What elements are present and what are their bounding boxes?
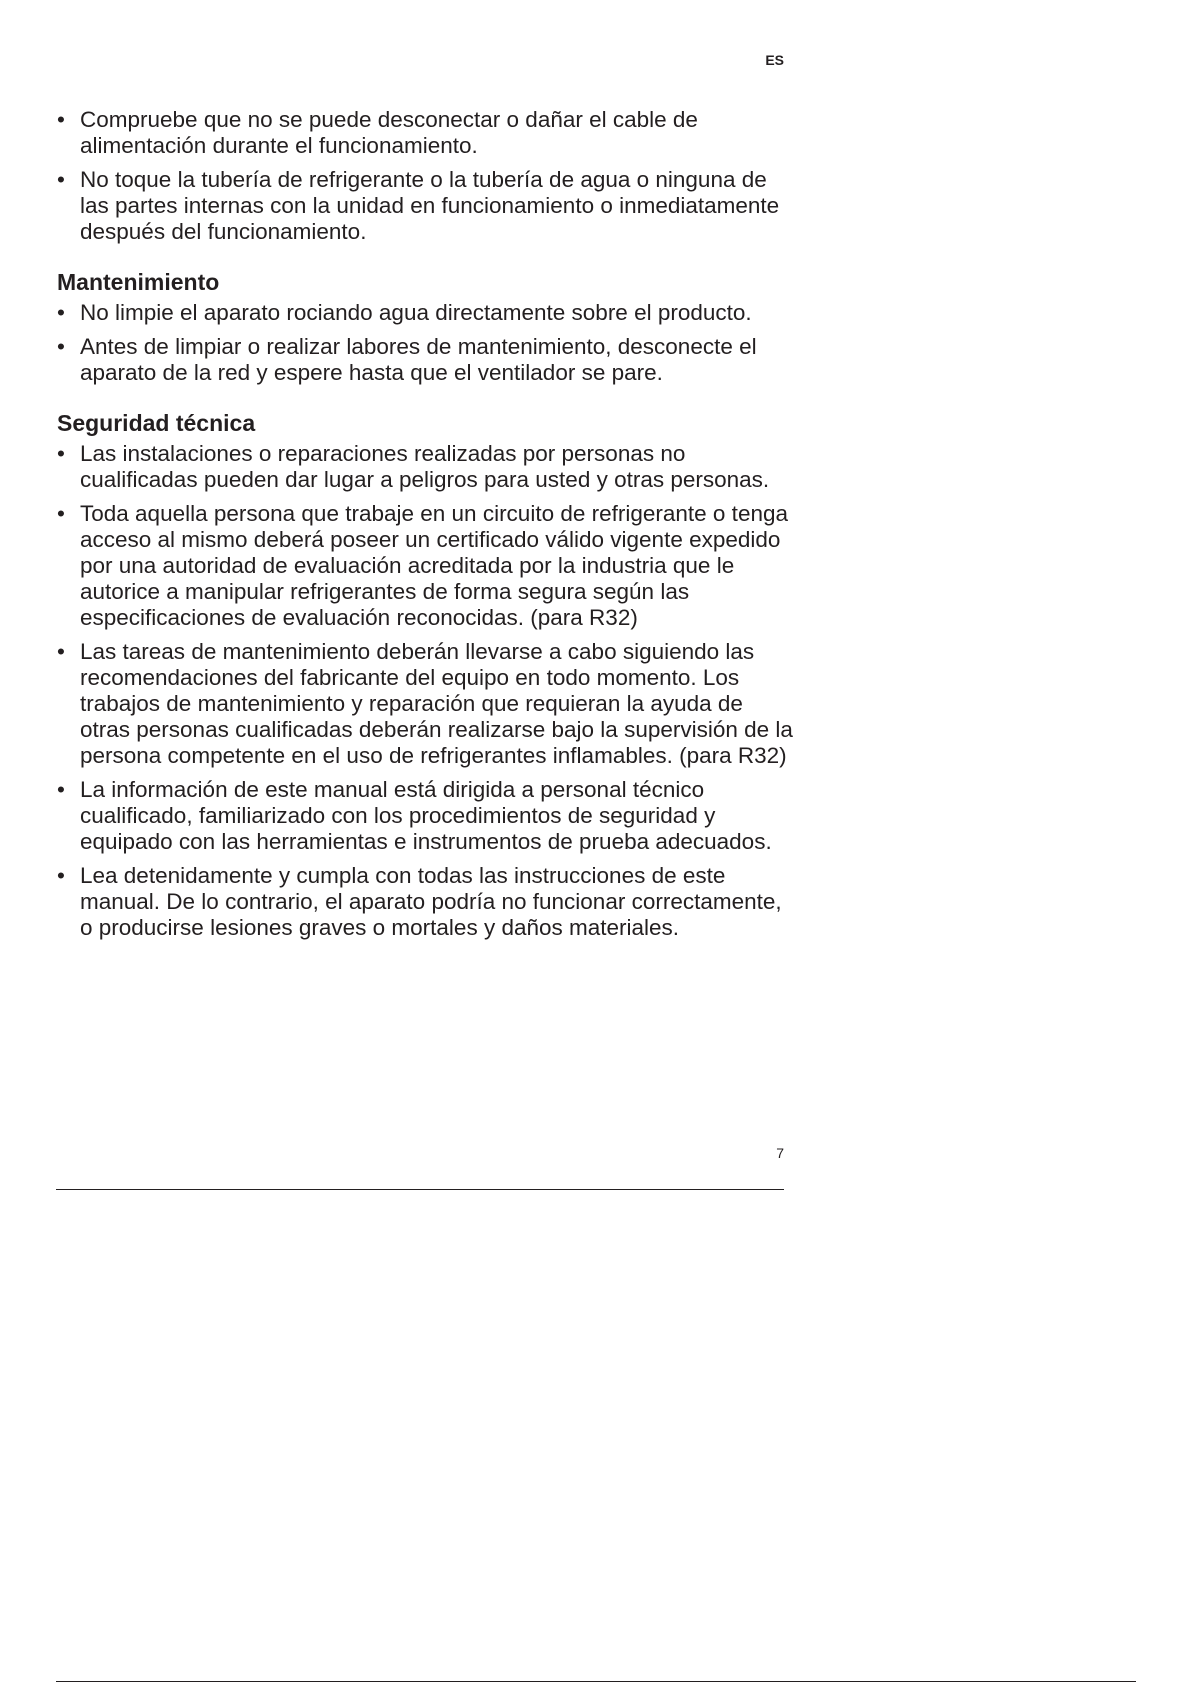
list-item: • Las tareas de mantenimiento deberán llevarse a cabo siguiendo las recomendaciones del fabricante del equipo en todo momento. Los trabajos de mantenimiento y reparación que requieran la ayuda de otras personas cualificadas deberán realizarse bajo la supervisión de la persona competente en el uso de refrigerantes inflamables. (para R32) [57, 639, 797, 769]
technical-safety-heading: Seguridad técnica [57, 410, 256, 436]
list-item: • Toda aquella persona que trabaje en un circuito de refrigerante o tenga acceso al mismo deberá poseer un certificado válido vigente expedido por una autoridad de evaluación acreditada por la industria que le autorice a manipular refrigerantes de forma segura según las especificaciones de evaluación reconocidas. (para R32) [57, 501, 797, 631]
list-item: • Las instalaciones o reparaciones realizadas por personas no cualificadas pueden dar lugar a peligros para usted y otras personas. [57, 441, 797, 493]
maintenance-bullet-list [57, 300, 797, 386]
intro-bullet-list [57, 107, 797, 245]
page-content [57, 107, 797, 949]
list-item: • Lea detenidamente y cumpla con todas las instrucciones de este manual. De lo contrario, el aparato podría no funcionar correctamente, o producirse lesiones graves o mortales y daños materiales. [57, 863, 797, 941]
footer-divider [56, 1189, 784, 1190]
maintenance-heading: Mantenimiento [57, 269, 220, 295]
list-item: • No limpie el aparato rociando agua directamente sobre el producto. [57, 300, 797, 326]
list-item: • La información de este manual está dirigida a personal técnico cualificado, familiarizado con los procedimientos de seguridad y equipado con las herramientas e instrumentos de prueba adecuados. [57, 777, 797, 855]
language-code: ES [765, 52, 784, 68]
list-item: • Compruebe que no se puede desconectar o dañar el cable de alimentación durante el funcionamiento. [57, 107, 797, 159]
list-item: • Antes de limpiar o realizar labores de mantenimiento, desconecte el aparato de la red y espere hasta que el ventilador se pare. [57, 334, 797, 386]
page-number: 7 [776, 1145, 784, 1161]
technical-safety-bullet-list [57, 441, 797, 941]
list-item: • No toque la tubería de refrigerante o la tubería de agua o ninguna de las partes internas con la unidad en funcionamiento o inmediatamente después del funcionamiento. [57, 167, 797, 245]
bottom-divider [56, 1681, 1136, 1682]
